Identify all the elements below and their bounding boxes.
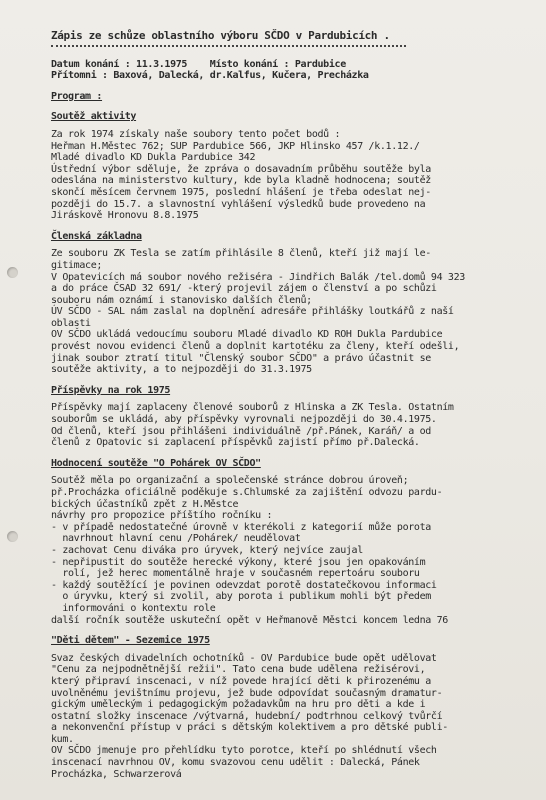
text-line: Mladé divadlo KD Dukla Pardubice 342	[51, 152, 256, 164]
text-line: ostatní složky inscenace /výtvarná, hudební/ podtrhnou celkový tvůrčí	[51, 710, 443, 722]
text-line: Heřman H.Městec 762; SUP Pardubice 566, JKP Hlinsko 457 /k.1.12./	[51, 140, 420, 152]
section-heading: Členská základna	[51, 230, 142, 242]
section-heading: Hodnocení soutěže "O Pohárek OV SČDO"	[51, 457, 261, 469]
text-line: jinak soubor ztratí titul "Členský soubor SČDO" a právo účastnit se	[51, 352, 431, 364]
text-line: Svaz českých divadelních ochotníků - OV Pardubice bude opět udělovat	[51, 652, 437, 664]
document-title: Zápis ze schůze oblastního výboru SČDO v Pardubicích .	[51, 29, 390, 42]
text-line: informováni o kontextu role	[51, 602, 216, 614]
section	[51, 111, 531, 221]
text-line: OV SČDO ukládá vedoucímu souboru Mladé divadlo KD ROH Dukla Pardubice	[51, 329, 443, 341]
text-line: Ústřední výbor sděluje, že zpráva o dosavadním průběhu soutěže byla	[51, 163, 431, 175]
section	[51, 458, 531, 626]
program-heading: Program :	[51, 90, 103, 102]
text-line: rolí, jež herec momentálně hraje v současném repertoáru souboru	[51, 568, 420, 580]
text-line: bických účastníků zpět z H.Městce	[51, 498, 239, 510]
text-line: Jiráskově Hronovu 8.8.1975	[51, 210, 199, 222]
text-line: gickým uměleckým i pedagogickým požadavkům na hru pro děti a kde i	[51, 699, 426, 711]
meeting-date-place: Datum konání : 11.3.1975 Místo konání : Pardubice	[51, 58, 346, 70]
text-line: inscenací navrhnou OV, komu svazovou cenu udělit : Dalecká, Pánek	[51, 757, 420, 769]
text-line: Za rok 1974 získaly naše soubory tento počet bodů :	[51, 128, 341, 140]
text-line: gitimace;	[51, 259, 103, 271]
section	[51, 385, 531, 449]
text-line: navrhnout hlavní cenu /Pohárek/ neudělovat	[51, 533, 301, 545]
text-line: později do 15.7. a slavnostní vyhlášení výsledků bude provedeno na	[51, 198, 426, 210]
text-line: členů z Opatovic si zaplacení příspěvků zajistí přímo př.Dalecká.	[51, 437, 420, 449]
title-rule	[51, 45, 406, 47]
text-line: návrhy pro propozice příštího ročníku :	[51, 510, 273, 522]
section	[51, 231, 531, 376]
text-line: př.Procházka oficiálně poděkuje s.Chlumské za zajištění odvozu pardu-	[51, 487, 443, 498]
text-line: souboru nám oznámí i stanovisko dalších členů;	[51, 294, 312, 306]
text-line: který připraví inscenaci, v níž povede hrající děti k přirozenému a	[51, 675, 431, 687]
text-line: soutěže aktivity, a to nejpozději do 31.3.1975	[51, 364, 312, 376]
punch-hole	[7, 267, 18, 278]
program-sections	[51, 111, 531, 780]
document-body	[51, 30, 531, 780]
text-line: - každý soutěžící je povinen odevzdat porotě dostatečkovou informaci	[51, 579, 437, 591]
section-heading: Soutěž aktivity	[51, 111, 137, 123]
section-heading: Příspěvky na rok 1975	[51, 384, 171, 396]
text-line: provést novou evidenci členů a doplnit kartotéku za členy, kteří odešli,	[51, 341, 460, 353]
text-line: Příspěvky mají zaplaceny členové souborů z Hlinska a ZK Tesla. Ostatním	[51, 402, 454, 414]
text-line: - v případě nedostatečné úrovně v kterékoli z kategorií může porota	[51, 521, 431, 533]
text-line: a nekonvenční přístup v práci s dětským kolektivem a pro dětské publi-	[51, 722, 448, 734]
text-line: další ročník soutěže uskuteční opět v Heřmanově Městci koncem ledna 76	[51, 614, 448, 626]
text-line: "Cenu za nejpodnětnější režii". Tato cena bude udělena režisérovi,	[51, 664, 426, 676]
text-line: skončí měsícem červnem 1975, poslední hlášení je třeba odeslat nej-	[51, 186, 431, 198]
text-line: V Opatevicích má soubor nového režiséra - Jindřich Balák /tel.domů 94 323	[51, 271, 465, 283]
text-line: a do práce ČSAD 32 691/ -který projevil zájem o členství a po schůzi	[51, 283, 437, 295]
text-line: odeslána na ministerstvo kultury, kde byla kladně hodnocena; soutěž	[51, 175, 431, 187]
text-line: uvolněnému jevištnímu projevu, jež bude odpovídat současným dramatur-	[51, 687, 443, 699]
text-line: Soutěž měla po organizační a společenské stránce dobrou úroveň;	[51, 475, 409, 487]
attendees: Přítomni : Baxová, Dalecká, dr.Kalfus, Kučera, Precházka	[51, 70, 369, 82]
text-line: oblasti	[51, 317, 91, 329]
text-line: souborům se ukládá, aby příspěvky vyrovnali nejpozději do 30.4.1975.	[51, 414, 437, 426]
text-line: - nepřipustit do soutěže herecké výkony, které jsou jen opakováním	[51, 556, 426, 568]
section	[51, 635, 531, 780]
text-line: kum.	[51, 733, 74, 745]
text-line: OV SČDO jmenuje pro přehlídku tyto porotce, kteří po shlédnutí všech	[51, 745, 437, 757]
text-line: o úryvku, který si zvolil, aby porota i publikum mohli být předem	[51, 591, 431, 603]
text-line: Od členů, kteří jsou přihlášeni individuálně /př.Pánek, Karáň/ a od	[51, 425, 431, 437]
text-line: Ze souboru ZK Tesla se zatím přihlásile 8 členů, kteří již mají le-	[51, 248, 431, 260]
section-heading: "Děti dětem" - Sezemice 1975	[51, 635, 210, 647]
punch-hole	[7, 531, 18, 542]
text-line: - zachovat Cenu diváka pro úryvek, který nejvíce zaujal	[51, 544, 363, 556]
text-line: ÚV SČDO - SAL nám zaslal na doplnění adresáře přihlášky loutkářů z naší	[51, 306, 454, 318]
text-line: Procházka, Schwarzerová	[51, 768, 182, 780]
